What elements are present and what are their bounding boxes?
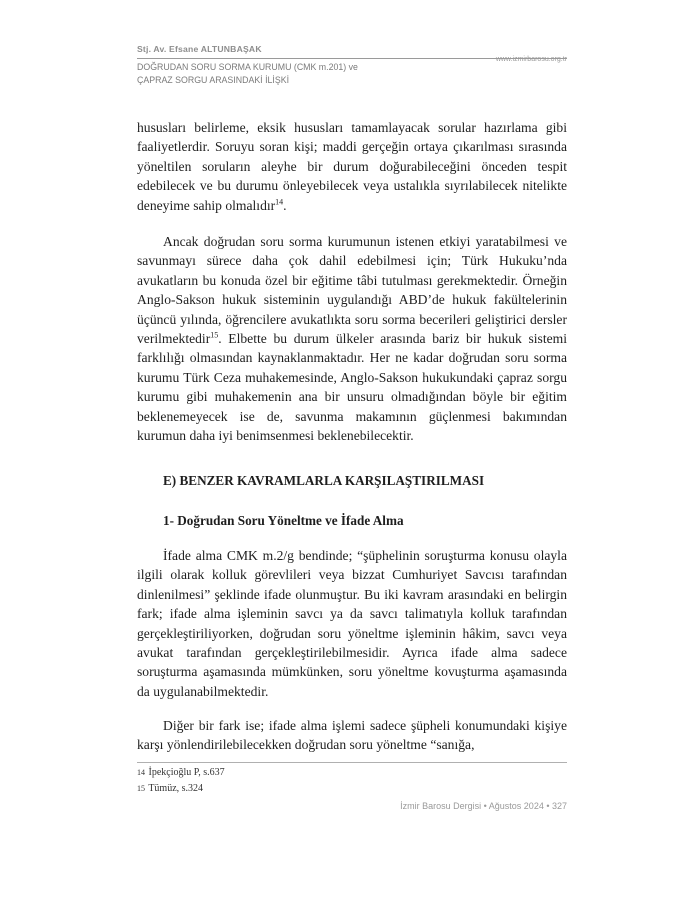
footnote-ref-15: 15 [210,330,219,340]
header-title-line-1: DOĞRUDAN SORU SORMA KURUMU (CMK m.201) ve [137,62,358,72]
paragraph-2 [137,232,567,445]
paragraph-2-text-a: Ancak doğrudan soru sorma kurumunun istenen etkiyi yaratabilmesi ve savunmayı sürece daha çok dahil edebilmesi için; Türk Hukuku’nda avukatların bu konuda özel bir eğitime tâbi tutulması gerekmektedir. Örneğin Anglo-Sakson hukuk sisteminin uygulandığı ABD’de hukuk fakültelerinin üçüncü yılında, öğrencilere avukatlıkta soru sorma becerileri geliştirici dersler verilmektedir [137,234,567,347]
footnote-number: 15 [137,784,145,793]
footnote-rule [137,762,567,763]
footnote-number: 14 [137,768,145,777]
header-rule [137,58,472,59]
page-header [137,44,567,94]
subsection-heading: 1- Doğrudan Soru Yöneltme ve İfade Alma [163,513,404,528]
footnote-14 [137,767,225,778]
header-author: Stj. Av. Efsane ALTUNBAŞAK [137,44,262,54]
footnote-text: Tümüz, s.324 [148,783,204,794]
page-footer: İzmir Barosu Dergisi • Ağustos 2024 • 327 [400,801,567,811]
section-heading: E) BENZER KAVRAMLARLA KARŞILAŞTIRILMASI [163,473,485,488]
footnote-15 [137,783,203,794]
paragraph-1: hususları belirleme, eksik hususları tamamlayacak sorular hazırlama gibi faaliyetlerdir. Soruyu soran kişi; maddi gerçeğin ortaya çıkarılması sırasında yöneltilen soruların aleyhe bir durum doğurabileceğini önceden tespit edebilecek ve bu durumu önleyebilecek veya ustalıkla sıyrılabilecek nitelikte deneyime sahip olmalıdır$^{14}$. [137,120,567,213]
paragraph-4: Diğer bir fark ise; ifade alma işlemi sadece şüpheli konumundaki kişiye karşı yönlendirilebilecekken doğrudan soru yöneltme “sanığa, [137,718,567,753]
footnote-text: İpekçioğlu P, s.637 [148,767,225,778]
footnote-ref-14: 14 [275,197,284,207]
header-title-line-2: ÇAPRAZ SORGU ARASINDAKİ İLİŞKİ [137,75,290,85]
paragraph-2-text-b: . Elbette bu durum ülkeler arasında bariz bir hukuk sistemi farklılığı olmasından kaynaklanmaktadır. Her ne kadar doğrudan soru sorma kurumu Türk Ceza muhakemesinde, Anglo-Sakson hukukundaki çapraz sorgu kurumu gibi muhakemenin ana bir unsuru olmadığından böyle bir eğitim beklenemeyecek ise de, savunma makamının güçlenmesi bakımından kurumun daha iyi benimsenmesi beklenebilecektir. [137,331,567,444]
paragraph-1-text: hususları belirleme, eksik hususları tamamlayacak sorular hazırlama gibi faaliyetlerdir. Soruyu soran kişi; maddi gerçeğin ortaya çıkarılması sırasında yöneltilen soruların aleyhe bir durum doğurabileceğini önceden tespit edebilecek ve bu durumu önleyebilecek veya ustalıkla sıyrılabilecek nitelikte deneyime sahip olmalıdır [137,120,567,213]
paragraph-3: İfade alma CMK m.2/g bendinde; “şüphelinin soruşturma konusu olayla ilgili olarak kolluk görevlileri veya bizzat Cumhuriyet Savcısı tarafından dinlenilmesi” şeklinde ifade olunmuştur. Bu iki kavram arasındaki en belirgin fark; ifade alma işleminin savcı ya da savcı talimatıyla kolluk tarafından gerçekleştiriliyorken, doğrudan soru yöneltme işleminin hâkim, savcı veya avukat tarafından gerçekleştirilebilmesidir. Ayrıca ifade alma sadece soruşturma aşamasında mümkünken, soru yöneltme kovuşturma aşamasında da uygulanabilmektedir. [137,548,567,699]
header-url: www.izmirbarosu.org.tr [495,56,567,63]
